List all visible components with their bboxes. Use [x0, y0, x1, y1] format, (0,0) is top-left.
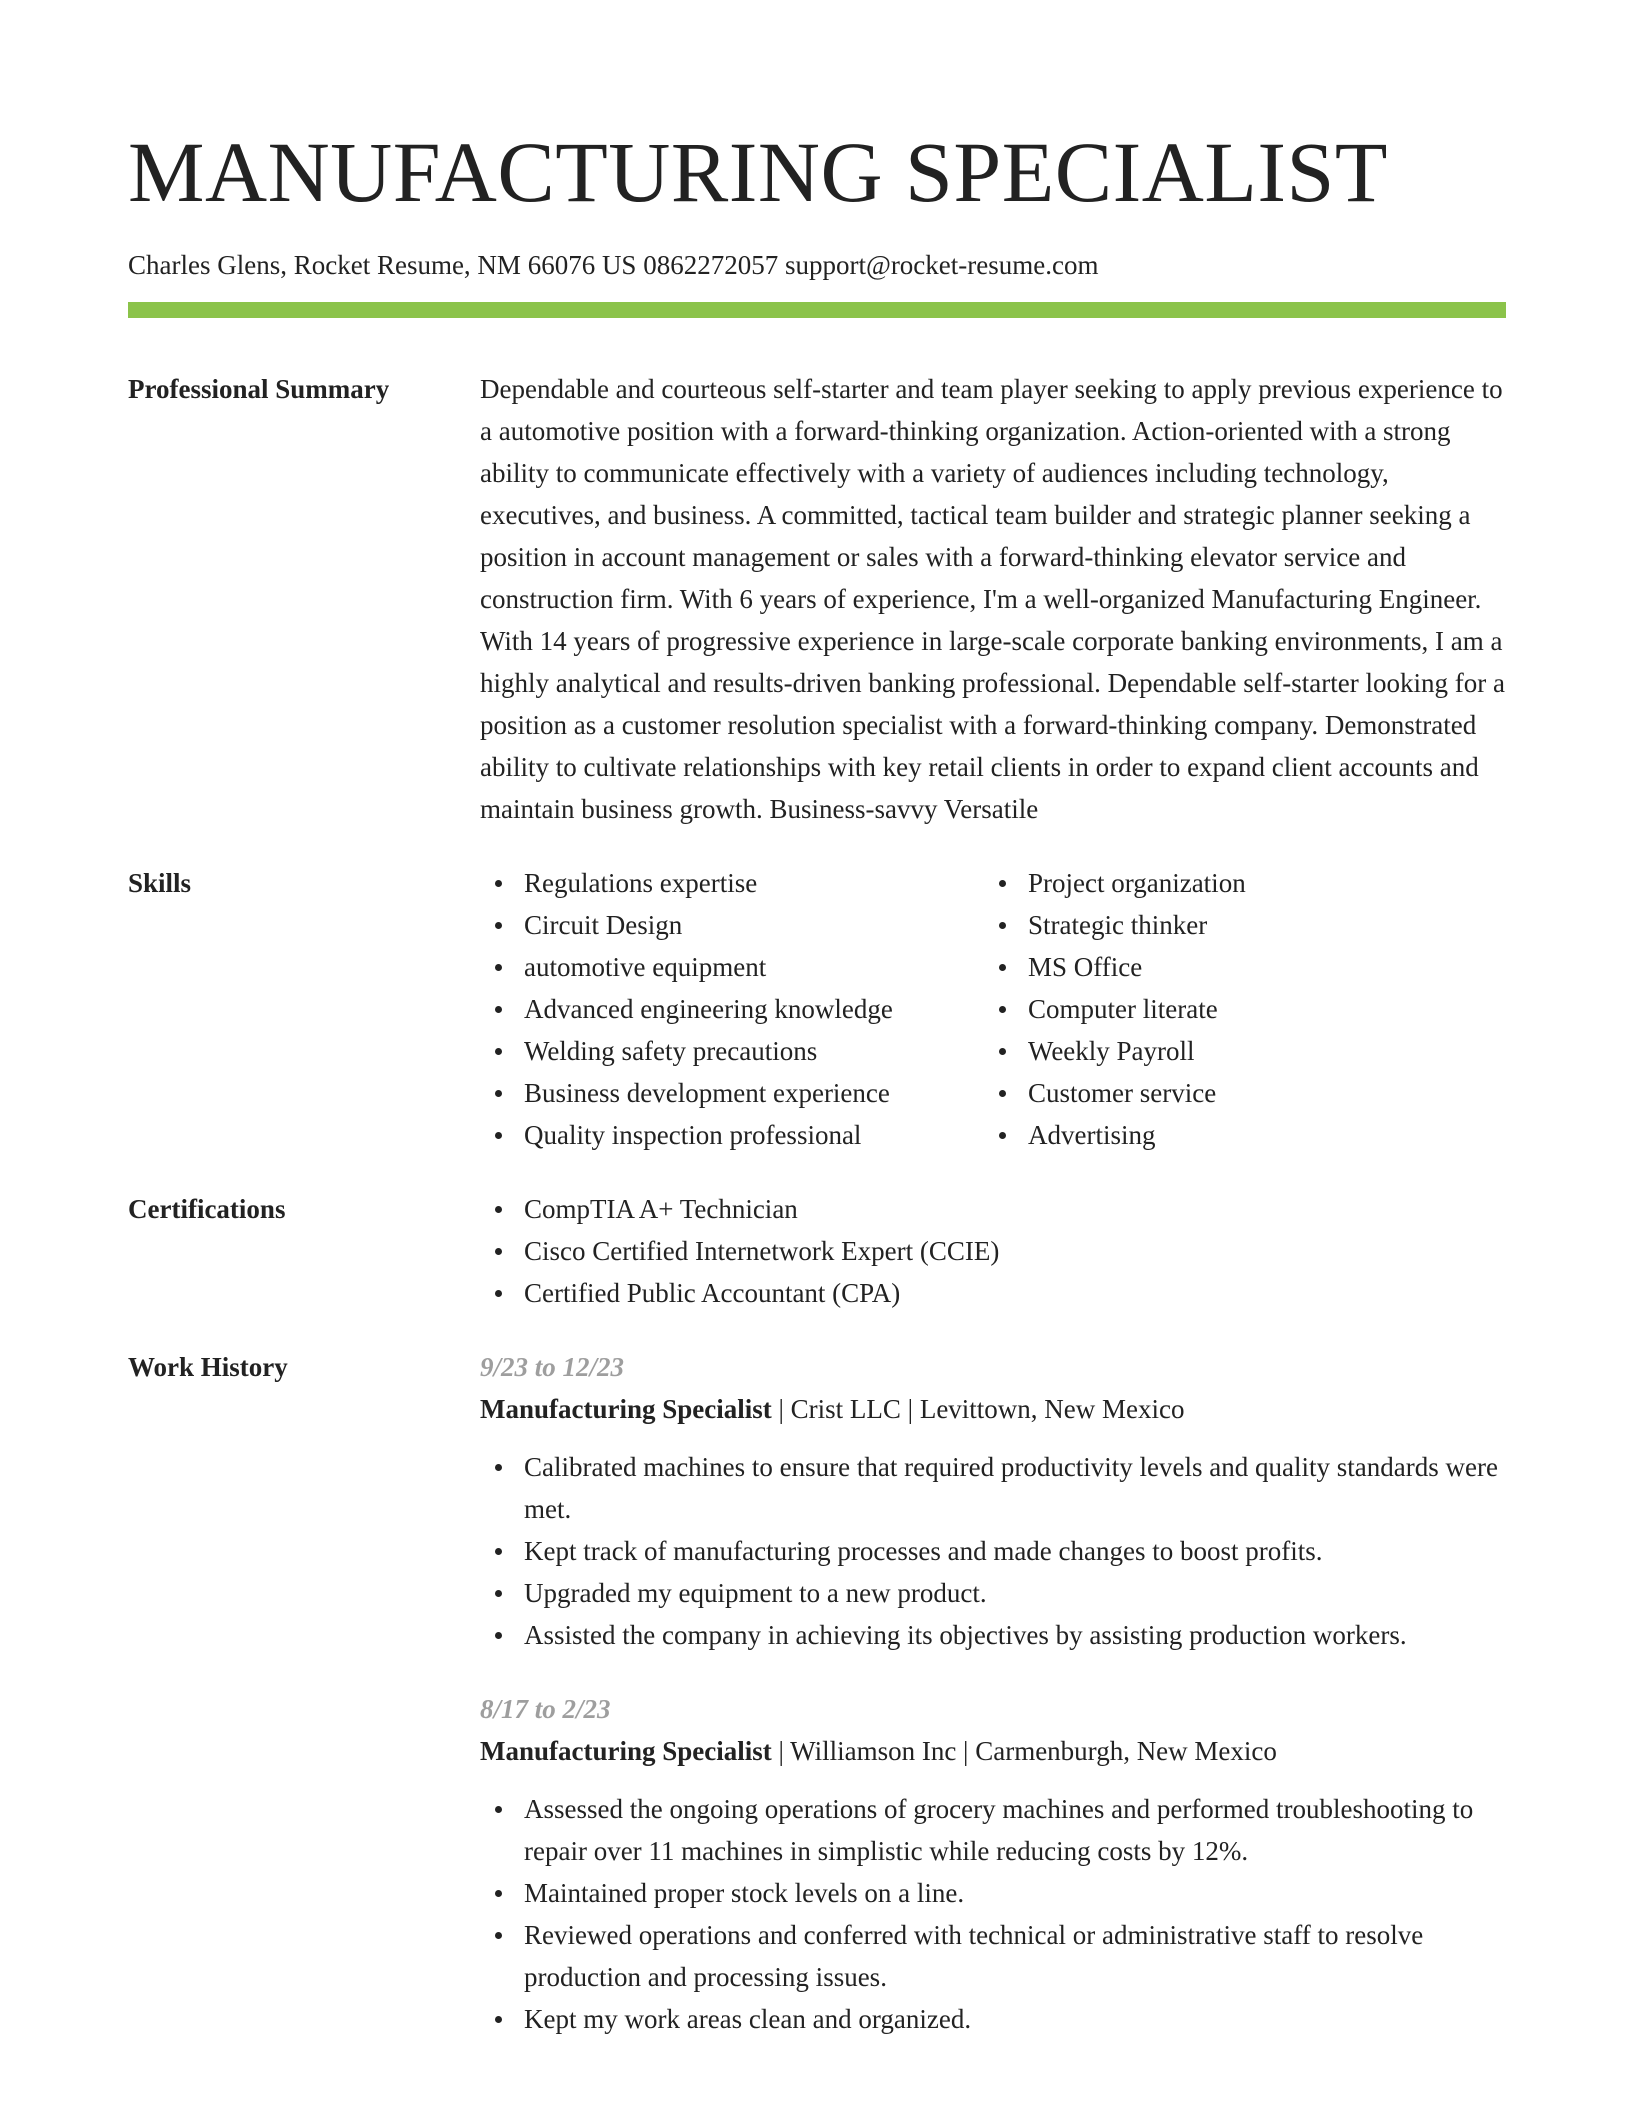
responsibility-item: Calibrated machines to ensure that required productivity levels and quality standards were met. [480, 1446, 1506, 1530]
work-history-heading: Work History [128, 1352, 288, 1382]
contact-name: Charles Glens, [128, 250, 287, 280]
skills-section [128, 862, 1506, 1156]
certification-item: Cisco Certified Internetwork Expert (CCIE) [480, 1230, 1506, 1272]
work-history-section [128, 1346, 1506, 2040]
skills-columns [480, 862, 1506, 1156]
skill-item: Circuit Design [480, 904, 984, 946]
skill-item: Advertising [984, 1114, 1488, 1156]
accent-divider [128, 302, 1506, 318]
job-responsibilities [480, 1788, 1506, 2040]
job-company-location: | Williamson Inc | Carmenburgh, New Mexico [771, 1736, 1277, 1766]
contact-email: support@rocket-resume.com [784, 250, 1099, 280]
job-entry [480, 1346, 1506, 1656]
skill-item: automotive equipment [480, 946, 984, 988]
job-entry [480, 1688, 1506, 2040]
resume-title: MANUFACTURING SPECIALIST [128, 124, 1388, 220]
skill-item: Weekly Payroll [984, 1030, 1488, 1072]
responsibility-item: Kept track of manufacturing processes and made changes to boost profits. [480, 1530, 1506, 1572]
certifications-list [480, 1188, 1506, 1314]
responsibility-item: Assisted the company in achieving its objectives by assisting production workers. [480, 1614, 1506, 1656]
skill-item: Advanced engineering knowledge [480, 988, 984, 1030]
job-dates: 9/23 to 12/23 [480, 1352, 625, 1382]
summary-body [480, 368, 1506, 830]
skills-column-1 [480, 862, 984, 1156]
job-title: Manufacturing Specialist [480, 1736, 772, 1766]
summary-section [128, 368, 1506, 830]
skill-item: Regulations expertise [480, 862, 984, 904]
skill-item: Business development experience [480, 1072, 984, 1114]
job-dates: 8/17 to 2/23 [480, 1694, 611, 1724]
job-title: Manufacturing Specialist [480, 1394, 772, 1424]
contact-phone: 0862272057 [643, 250, 779, 280]
skill-item: MS Office [984, 946, 1488, 988]
skill-item: Strategic thinker [984, 904, 1488, 946]
skill-item: Quality inspection professional [480, 1114, 984, 1156]
skill-item: Computer literate [984, 988, 1488, 1030]
responsibility-item: Kept my work areas clean and organized. [480, 1998, 1506, 2040]
work-history-body [480, 1346, 1506, 2040]
contact-location: Rocket Resume, NM 66076 US [293, 250, 637, 280]
job-responsibilities [480, 1446, 1506, 1656]
skill-item: Welding safety precautions [480, 1030, 984, 1072]
certification-item: Certified Public Accountant (CPA) [480, 1272, 1506, 1314]
responsibility-item: Reviewed operations and conferred with technical or administrative staff to resolve production and processing issues. [480, 1914, 1506, 1998]
certifications-section [128, 1188, 1506, 1314]
certifications-body [480, 1188, 1506, 1314]
job-heading [480, 1730, 1506, 1772]
summary-heading: Professional Summary [128, 374, 390, 404]
skills-heading: Skills [128, 868, 192, 898]
summary-text: Dependable and courteous self-starter and team player seeking to apply previous experience to a automotive position with a forward-thinking organization. Action-oriented with a strong ability to communicate effectively with a variety of audiences including technology, executives, and business. A committed, tactical team builder and strategic planner seeking a position in account management or sales with a forward-thinking elevator service and construction firm. With 6 years of experience, I'm a well-organized Manufacturing Engineer. With 14 years of progressive experience in large-scale corporate banking environments, I am a highly analytical and results-driven banking professional. Dependable self-starter looking for a position as a customer resolution specialist with a forward-thinking company. Demonstrated ability to cultivate relationships with key retail clients in order to expand client accounts and maintain business growth. Business-savvy Versatile [480, 374, 1505, 824]
certification-item: CompTIA A+ Technician [480, 1188, 1506, 1230]
contact-line [128, 248, 1506, 282]
certifications-heading: Certifications [128, 1194, 286, 1224]
job-company-location: | Crist LLC | Levittown, New Mexico [771, 1394, 1185, 1424]
job-heading [480, 1388, 1506, 1430]
responsibility-item: Upgraded my equipment to a new product. [480, 1572, 1506, 1614]
responsibility-item: Maintained proper stock levels on a line. [480, 1872, 1506, 1914]
skill-item: Project organization [984, 862, 1488, 904]
resume-page [128, 122, 1506, 2040]
skills-column-2 [984, 862, 1488, 1156]
responsibility-item: Assessed the ongoing operations of grocery machines and performed troubleshooting to repair over 11 machines in simplistic while reducing costs by 12%. [480, 1788, 1506, 1872]
skill-item: Customer service [984, 1072, 1488, 1114]
